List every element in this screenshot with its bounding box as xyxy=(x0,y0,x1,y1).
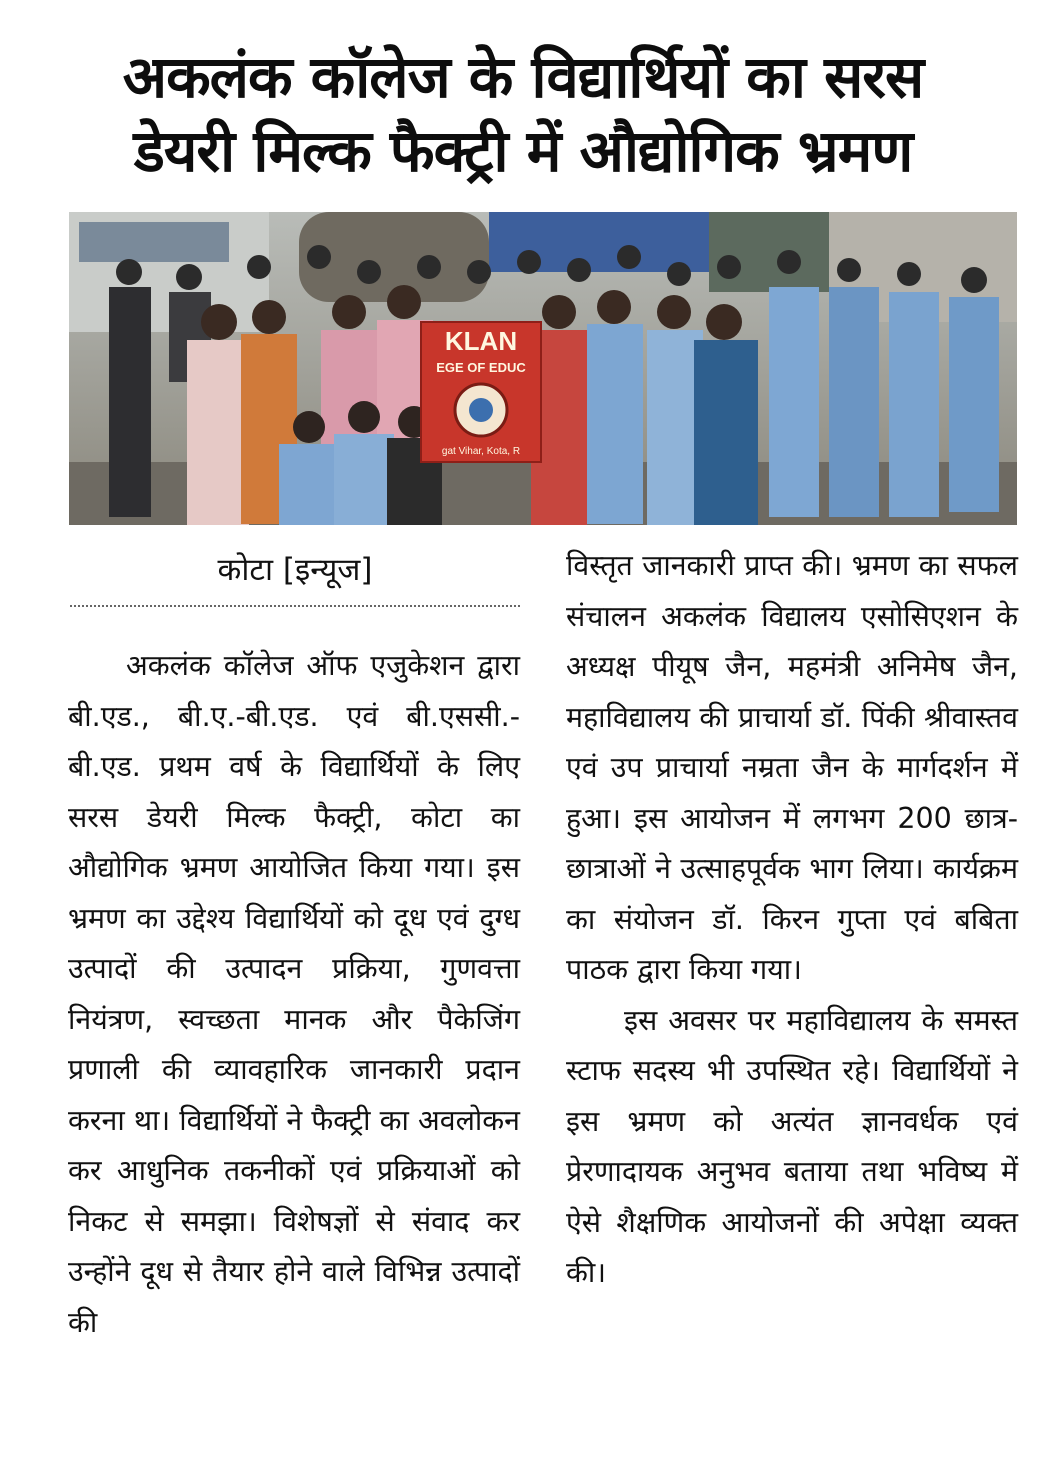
banner-text-line-1: KLAN xyxy=(444,326,518,356)
banner-text-line-3: gat Vihar, Kota, R xyxy=(441,446,521,457)
headline xyxy=(40,40,1006,188)
dateline: कोटा [इन्यूज] xyxy=(217,552,373,588)
article-column-right xyxy=(566,541,1018,1299)
banner-text-line-2: EGE OF EDUC xyxy=(436,360,526,375)
headline-line-2: डेयरी मिल्क फैक्ट्री में औद्योगिक भ्रमण xyxy=(133,117,913,185)
article-paragraph-1: अकलंक कॉलेज ऑफ एजुकेशन द्वारा बी.एड., बी.ए.-बी.एड. एवं बी.एससी.-बी.एड. प्रथम वर्ष के विद्यार्थियों के लिए सरस डेयरी मिल्क फैक्ट्री, कोटा का औद्योगिक भ्रमण आयोजित किया गया। इस भ्रमण का उद्देश्य विद्यार्थियों को दूध एवं दुग्ध उत्पादों की उत्पादन प्रक्रिया, गुणवत्ता नियंत्रण, स्वच्छता मानक और पैकेजिंग प्रणाली की व्यावहारिक जानकारी प्रदान करना था। विद्यार्थियों ने फैक्ट्री का अवलोकन कर आधुनिक तकनीकों एवं प्रक्रियाओं को निकट से समझा। विशेषज्ञों से संवाद कर उन्होंने दूध से तैयार होने वाले विभिन्न उत्पादों की xyxy=(68,649,520,1339)
headline-line-1: अकलंक कॉलेज के विद्यार्थियों का सरस xyxy=(122,43,924,111)
dateline-divider xyxy=(70,605,520,607)
article-paragraph-2: इस अवसर पर महाविद्यालय के समस्त स्टाफ सदस्य भी उपस्थित रहे। विद्यार्थियों ने इस भ्रमण को अत्यंत ज्ञानवर्धक एवं प्रेरणादायक अनुभव बताया तथा भविष्य में ऐसे शैक्षणिक आयोजनों की अपेक्षा व्यक्त की। xyxy=(566,1003,1018,1289)
article-paragraph-1-continued: विस्तृत जानकारी प्राप्त की। भ्रमण का सफल संचालन अकलंक विद्यालय एसोसिएशन के अध्यक्ष पीयूष जैन, महमंत्री अनिमेष जैन, महाविद्यालय की प्राचार्या डॉ. पिंकी श्रीवास्तव एवं उप प्राचार्या नम्रता जैन के मार्गदर्शन में हुआ। इस आयोजन में लगभग 200 छात्र-छात्राओं ने उत्साहपूर्वक भाग लिया। कार्यक्रम का संयोजन डॉ. किरन गुप्ता एवं बबिता पाठक द्वारा किया गया। xyxy=(566,549,1018,986)
group-photo xyxy=(69,212,1017,525)
article-column-left xyxy=(68,641,520,1348)
